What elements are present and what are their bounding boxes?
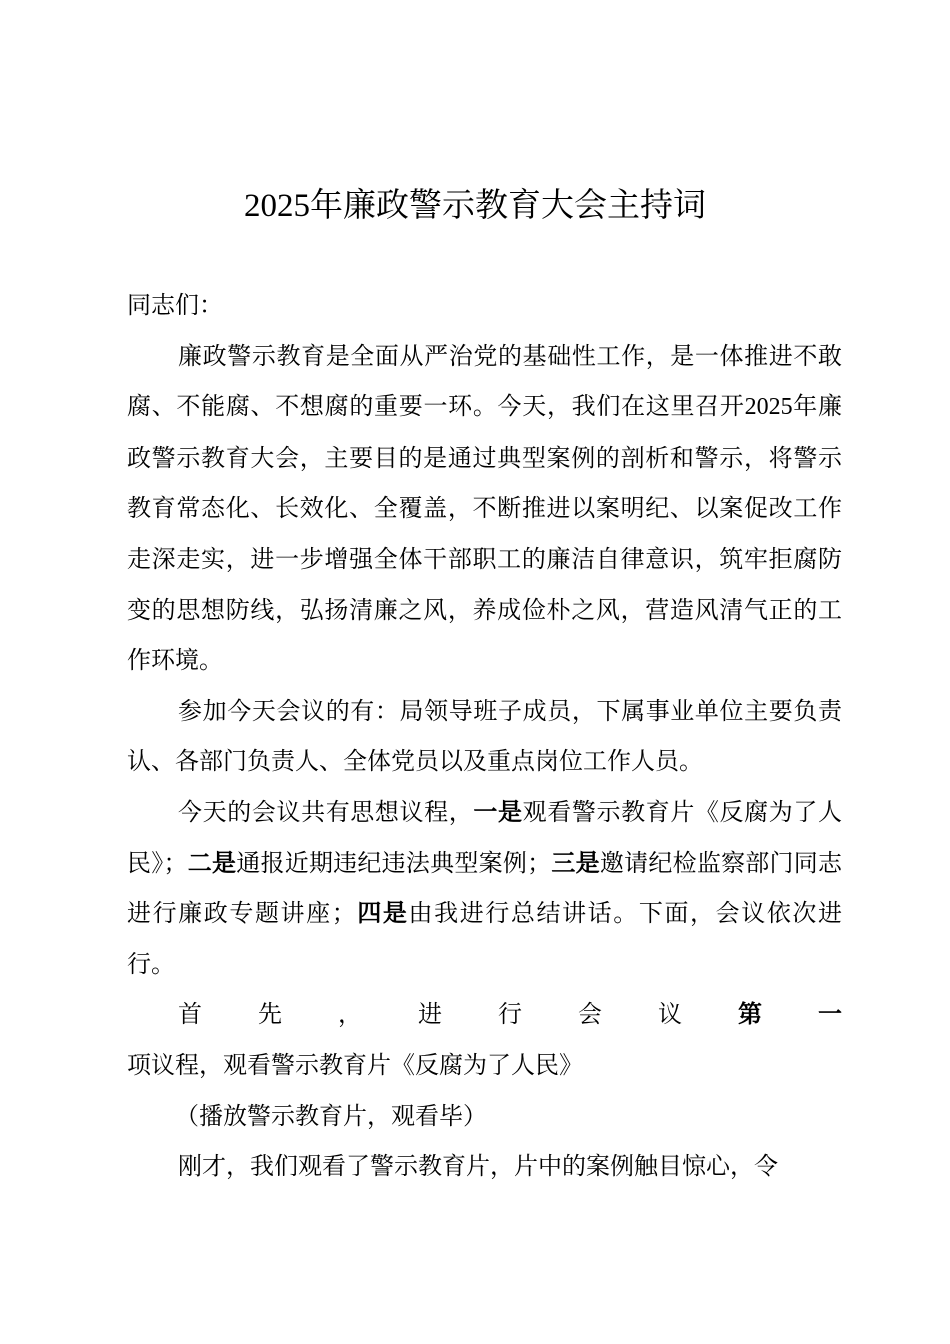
paragraph-purpose-year: 2025 (744, 394, 793, 421)
title-year: 2025 (244, 188, 310, 224)
paragraph-first-item (127, 989, 842, 1090)
agenda-keyword-3: 三是 (551, 848, 600, 877)
agenda-intro: 今天的会议共有思想议程， (178, 797, 474, 826)
agenda-keyword-1: 一是 (473, 797, 523, 826)
agenda-item-1: 观看警示教育片《反腐为了人民》； (127, 797, 843, 877)
paragraph-purpose (127, 331, 842, 686)
paragraph-after-film: 刚才，我们观看了警示教育片，片中的案例触目惊心，令 (178, 1152, 778, 1181)
agenda-keyword-4: 四是 (355, 899, 409, 928)
document-body (127, 280, 842, 1192)
paragraph-purpose-part2: 年廉政警示教育大会，主要目的是通过典型案例的剖析和警示，将警示教育常态化、长效化、全覆盖，不断推进以案明纪、以案促改工作走深走实，进一步增强全体干部职工的廉洁自律意识，筑牢拒腐防变的思想防线，弘扬清廉之风，养成俭朴之风，营造风清气正的工作环境。 (127, 392, 843, 675)
agenda-item-4: 由我进行总结讲话。下面，会议依次进行。 (127, 899, 843, 978)
title-text: 年廉政警示教育大会主持词 (310, 185, 706, 224)
first-item-keyword: 第一 (738, 1000, 842, 1029)
paragraph-purpose-part1: 廉政警示教育是全面从严治党的基础性工作，是一体推进不敢腐、不能腐、不想腐的重要一环。今天，我们在这里召开 (127, 341, 842, 421)
salutation: 同志们： (127, 291, 223, 319)
first-item-part2: 项议程，观看警示教育片《反腐为了人民》 (127, 1050, 583, 1079)
paragraph-stage-direction: （播放警示教育片，观看毕） (175, 1101, 487, 1130)
agenda-item-2: 通报近期违纪违法典型案例； (236, 848, 552, 877)
agenda-keyword-2: 二是 (187, 848, 237, 877)
paragraph-agenda (127, 787, 842, 989)
paragraph-attendees: 参加今天会议的有：局领导班子成员，下属事业单位主要负责认、各部门负责人、全体党员以及重点岗位工作人员。 (127, 696, 842, 776)
document-title (0, 180, 950, 231)
agenda-item-3: 邀请纪检监察部门同志进行廉政专题讲座； (127, 848, 843, 928)
first-item-part1: 首先，进行会议 (178, 1000, 738, 1029)
